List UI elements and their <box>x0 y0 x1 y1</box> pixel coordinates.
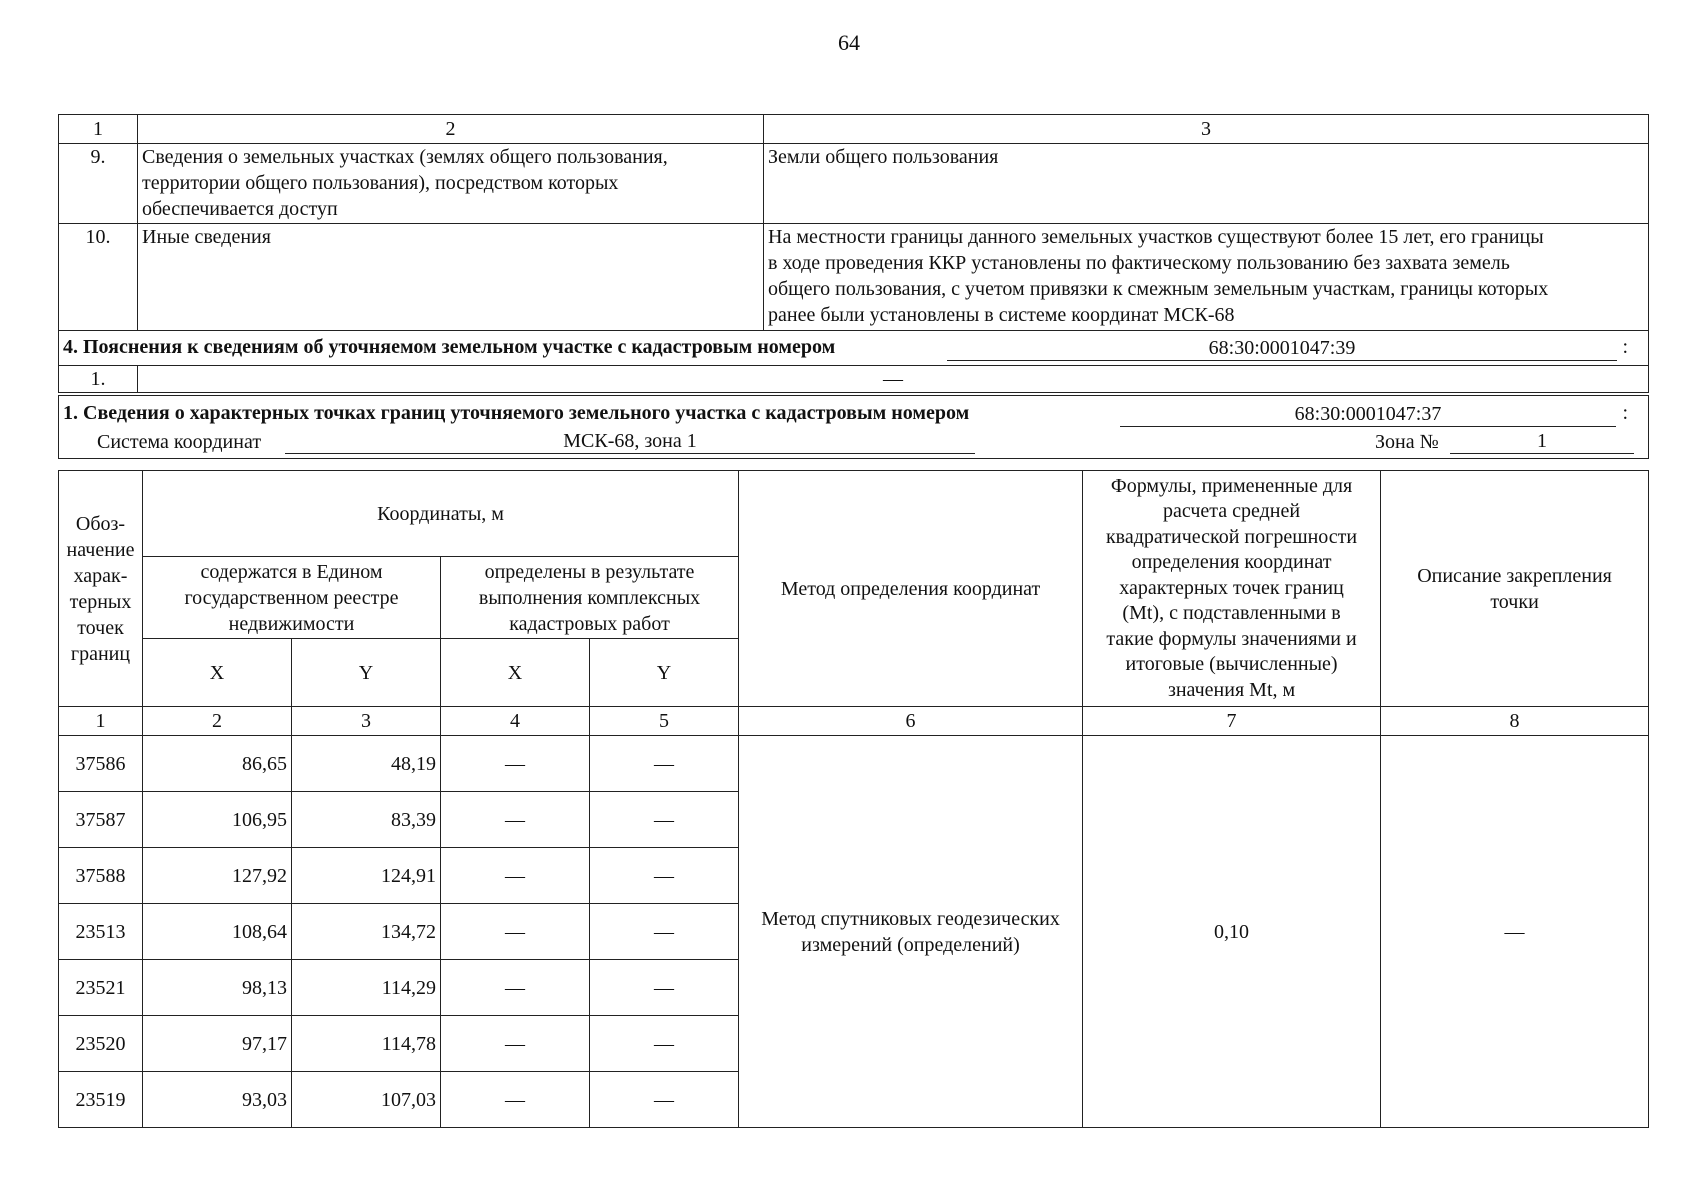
col-number: 7 <box>1083 707 1381 736</box>
description-header <box>1381 471 1649 707</box>
label-line: обеспечивается доступ <box>142 198 338 220</box>
y-kkr-value: — <box>590 736 739 792</box>
table-row <box>59 736 1649 792</box>
row-value <box>764 224 1649 331</box>
y-kkr-value: — <box>590 904 739 960</box>
y-value: 48,19 <box>292 736 441 792</box>
y-kkr-value: — <box>590 792 739 848</box>
header-line: содержатся в Едином <box>200 560 383 583</box>
value-line: На местности границы данного земельных участков существуют более 15 лет, его границы <box>768 226 1544 248</box>
section4-title-row <box>59 331 1649 366</box>
col-number: 1 <box>59 707 143 736</box>
y-value: 134,72 <box>292 904 441 960</box>
row-value <box>764 144 1649 224</box>
x-kkr-value: — <box>441 904 590 960</box>
formula-header <box>1083 471 1381 707</box>
method-header: Метод определения координат <box>739 471 1083 707</box>
value-line: Земли общего пользования <box>768 146 999 168</box>
x-value: 127,92 <box>143 848 292 904</box>
x-kkr-header: X <box>441 639 590 707</box>
header-line: государственном реестре <box>184 586 399 609</box>
value-line: ранее были установлены в системе координат МСК-68 <box>768 304 1235 326</box>
x-kkr-value: — <box>441 736 590 792</box>
y-value: 107,03 <box>292 1072 441 1128</box>
x-value: 97,17 <box>143 1016 292 1072</box>
row-number: 10. <box>59 224 138 331</box>
y-value: 114,78 <box>292 1016 441 1072</box>
section1-cadastral-number: 68:30:0001047:37 <box>1120 400 1616 427</box>
header-line: Описание закрепления <box>1417 564 1612 587</box>
x-value: 108,64 <box>143 904 292 960</box>
col-header-3: 3 <box>764 115 1649 144</box>
header-line: кадастровых работ <box>509 612 670 635</box>
header-line: итоговые (вычисленные) <box>1125 653 1338 676</box>
col-number: 4 <box>441 707 590 736</box>
header-line: характерных точек границ <box>1119 576 1344 599</box>
header-line: квадратической погрешности <box>1105 525 1358 548</box>
designation-header <box>59 471 143 707</box>
y-kkr-value: — <box>590 1016 739 1072</box>
label-line: Иные сведения <box>142 226 271 248</box>
description-value: — <box>1381 736 1649 1128</box>
label-line: территории общего пользования), посредством которых <box>142 172 619 194</box>
header-line: точек <box>77 616 124 639</box>
x-kkr-value: — <box>441 1072 590 1128</box>
boundary-points-table <box>58 470 1649 1128</box>
x-kkr-value: — <box>441 848 590 904</box>
col-number: 2 <box>143 707 292 736</box>
header-line: Формулы, примененные для <box>1110 474 1353 497</box>
header-line: (Mt), с подставленными в <box>1122 602 1341 625</box>
column-numbers-row <box>59 707 1649 736</box>
method-line: Метод спутниковых геодезических <box>761 907 1060 930</box>
col-header-2: 2 <box>138 115 764 144</box>
info-row-10 <box>59 224 1649 331</box>
info-row-9 <box>59 144 1649 224</box>
x-kkr-value: — <box>441 960 590 1016</box>
header-line: определения координат <box>1131 551 1332 574</box>
x-value: 106,95 <box>143 792 292 848</box>
row-number: 9. <box>59 144 138 224</box>
col-header-1: 1 <box>59 115 138 144</box>
info-table-header <box>59 115 1649 144</box>
coord-system-label: Система координат <box>97 431 262 453</box>
info-table <box>58 114 1649 459</box>
method-line: измерений (определений) <box>801 933 1020 956</box>
header-line: такие формулы значениями и <box>1106 627 1357 650</box>
kkr-header <box>441 557 739 639</box>
col-number: 8 <box>1381 707 1649 736</box>
y-kkr-value: — <box>590 848 739 904</box>
mt-value: 0,10 <box>1083 736 1381 1128</box>
header-line: начение <box>66 538 135 561</box>
label-line: Сведения о земельных участках (землях общего пользования, <box>142 146 668 168</box>
y-value: 114,29 <box>292 960 441 1016</box>
y-value: 124,91 <box>292 848 441 904</box>
coord-system-value: МСК-68, зона 1 <box>285 427 975 454</box>
point-id: 23513 <box>59 904 143 960</box>
header-line: определены в результате <box>484 560 695 583</box>
header-line: Обоз- <box>75 512 126 535</box>
header-line: недвижимости <box>228 612 355 635</box>
header-line: границ <box>70 642 131 665</box>
y-kkr-value: — <box>590 960 739 1016</box>
y-egrn-header: Y <box>292 639 441 707</box>
point-id: 37588 <box>59 848 143 904</box>
header-line: терных <box>69 590 132 613</box>
point-id: 37587 <box>59 792 143 848</box>
col-number: 3 <box>292 707 441 736</box>
section1-title: 1. Сведения о характерных точках границ уточняемого земельного участка с кадастровым номером <box>63 402 970 424</box>
header-line: точки <box>1490 590 1539 613</box>
header-row-1 <box>59 471 1649 557</box>
section1-colon: : <box>1622 402 1628 424</box>
zone-value: 1 <box>1450 427 1634 454</box>
method-value <box>739 736 1083 1128</box>
x-kkr-value: — <box>441 792 590 848</box>
header-line: значения Mt, м <box>1167 678 1296 701</box>
value-line: общего пользования, с учетом привязки к смежным земельным участкам, границы которых <box>768 278 1549 300</box>
y-kkr-header: Y <box>590 639 739 707</box>
col-number: 6 <box>739 707 1083 736</box>
header-line: выполнения комплексных <box>478 586 701 609</box>
header-line: харак- <box>73 564 128 587</box>
row-label <box>138 224 764 331</box>
point-id: 23521 <box>59 960 143 1016</box>
x-egrn-header: X <box>143 639 292 707</box>
section4-colon: : <box>1622 336 1628 358</box>
egrn-header <box>143 557 441 639</box>
point-id: 37586 <box>59 736 143 792</box>
point-id: 23520 <box>59 1016 143 1072</box>
col-number: 5 <box>590 707 739 736</box>
x-value: 93,03 <box>143 1072 292 1128</box>
row-number: 1. <box>59 366 138 395</box>
x-value: 86,65 <box>143 736 292 792</box>
x-kkr-value: — <box>441 1016 590 1072</box>
row-value: — <box>138 366 1649 395</box>
section4-row-1 <box>59 366 1649 395</box>
coordinates-header: Координаты, м <box>143 471 739 557</box>
x-value: 98,13 <box>143 960 292 1016</box>
page-number: 64 <box>838 30 860 55</box>
row-label <box>138 144 764 224</box>
section1-title-row <box>59 394 1649 458</box>
value-line: в ходе проведения ККР установлены по фактическому пользованию без захвата земель <box>768 252 1510 274</box>
zone-label: Зона № <box>1375 431 1439 453</box>
point-id: 23519 <box>59 1072 143 1128</box>
y-value: 83,39 <box>292 792 441 848</box>
header-line: расчета средней <box>1162 500 1301 523</box>
section4-title: 4. Пояснения к сведениям об уточняемом земельном участке с кадастровым номером <box>63 336 836 358</box>
section4-cadastral-number: 68:30:0001047:39 <box>947 334 1617 361</box>
y-kkr-value: — <box>590 1072 739 1128</box>
